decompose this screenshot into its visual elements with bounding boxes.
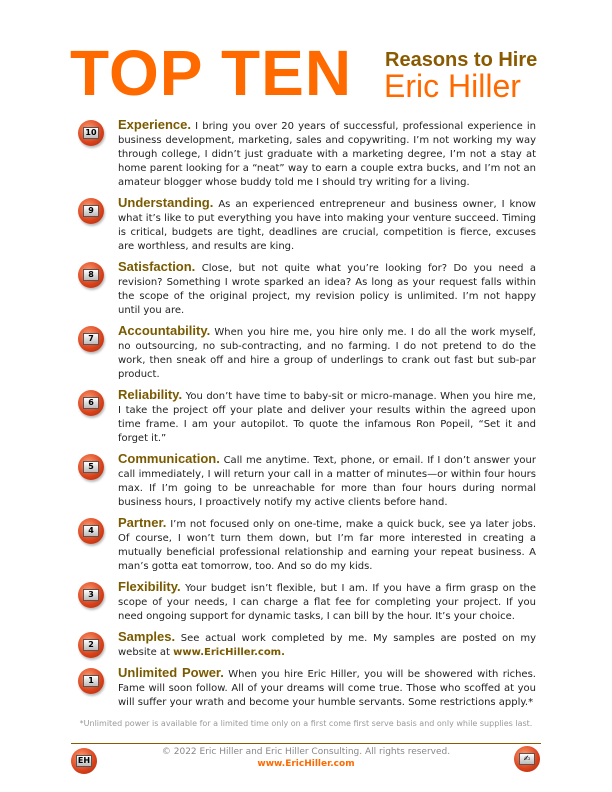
reason-item	[78, 516, 536, 574]
number-badge-icon	[78, 390, 104, 416]
reason-item	[78, 196, 536, 254]
reason-body: See actual work completed by me. My samples are posted on my website at	[118, 633, 536, 658]
signature-icon: ✍	[514, 746, 540, 772]
reason-number: 3	[83, 589, 99, 601]
reason-body: When you hire me, you hire only me. I do all the work myself, no outsourcing, no sub-contracting, and no farming. I do not pretend to do the work, then sneak off and hire a group of underlings to crank out fast but sub-par product.	[118, 327, 536, 380]
reason-item	[78, 324, 536, 382]
reason-item	[78, 118, 536, 190]
reason-text	[118, 324, 536, 382]
name-heading: Eric Hiller	[384, 68, 521, 104]
reason-text	[118, 580, 536, 624]
page-title: TOP TEN	[70, 37, 353, 109]
reason-item	[78, 666, 536, 710]
number-badge-icon	[78, 326, 104, 352]
reason-heading: Accountability.	[118, 323, 211, 338]
reason-text	[118, 666, 536, 710]
reason-text	[118, 196, 536, 254]
reason-number: 5	[83, 461, 99, 473]
reason-body: Close, but not quite what you’re looking for? Do you need a revision? Something I wrote sparked an idea? As long as your request falls within the scope of the original project, my revision policy is unlimited. I’m not happy until you are.	[118, 263, 536, 316]
footer	[71, 743, 541, 784]
reason-number: 4	[83, 525, 99, 537]
reason-item	[78, 580, 536, 624]
number-badge-icon	[78, 198, 104, 224]
number-badge-icon	[78, 582, 104, 608]
number-badge-icon	[78, 262, 104, 288]
reason-item	[78, 452, 536, 510]
number-badge-icon	[78, 454, 104, 480]
reason-text	[118, 388, 536, 446]
reasons-list	[78, 118, 536, 710]
reason-number: 8	[83, 269, 99, 281]
reason-heading: Reliability.	[118, 387, 183, 402]
reason-number: 7	[83, 333, 99, 345]
content	[78, 118, 536, 784]
reason-heading: Satisfaction.	[118, 259, 196, 274]
reason-body: When you hire Eric Hiller, you will be showered with riches. Fame will soon follow. All of your dreams will come true. Those who scoffed at you will suffer your wrath and become your humble servants. Some restrictions apply.*	[118, 669, 536, 708]
reason-heading: Flexibility.	[118, 579, 181, 594]
footnote: *Unlimited power is available for a limited time only on a first come first serve basis and only while supplies last.	[79, 719, 533, 728]
reason-heading: Experience.	[118, 117, 191, 132]
logo-text: EH	[77, 756, 91, 765]
website-link[interactable]: www.EricHiller.com.	[173, 647, 285, 658]
copyright: © 2022 Eric Hiller and Eric Hiller Consulting. All rights reserved.	[161, 747, 451, 757]
reason-number: 10	[83, 127, 99, 139]
reason-heading: Communication.	[118, 451, 220, 466]
reason-number: 9	[83, 205, 99, 217]
reason-body: I’m not focused only on one-time, make a quick buck, see ya later jobs. Of course, I won’t turn them down, but I’m far more interested in creating a mutually beneficial professional relationship and earning your repeat business. A man’s gotta eat tomorrow, too. And so do my kids.	[118, 519, 537, 572]
reason-number: 2	[83, 639, 99, 651]
reason-body: I bring you over 20 years of successful, professional experience in business development, marketing, sales and copywriting. I’m not working my way through college, I didn’t just graduate with a marketing degree, I’m not a stay at home parent looking for a “neat” way to earn a couple extra bucks, and I’m not an amateur blogger whose buddy told me I should try writing for a living.	[118, 121, 536, 188]
reason-text	[118, 118, 536, 190]
reason-body: Call me anytime. Text, phone, or email. If I don’t answer your call immediately, I will return your call in a matter of minutes—or within four hours max. If I’m going to be unreachable for more than four hours during normal business hours, I proactively notify my active clients before hand.	[118, 455, 536, 508]
reason-text	[118, 630, 536, 660]
reason-number: 6	[83, 397, 99, 409]
website-link[interactable]: www.EricHiller.com	[257, 759, 355, 769]
number-badge-icon	[78, 120, 104, 146]
reason-body: Your budget isn’t flexible, but I am. If you have a firm grasp on the scope of your needs, I can charge a flat fee for completing your project. If you need ongoing support for dynamic tasks, I can bill by the hour. It’s your choice.	[118, 583, 536, 622]
reason-heading: Partner.	[118, 515, 167, 530]
reason-item	[78, 630, 536, 660]
number-badge-icon	[78, 518, 104, 544]
reason-text	[118, 260, 536, 318]
reason-heading: Unlimited Power.	[118, 665, 224, 680]
subtitle: Reasons to Hire	[385, 49, 538, 71]
reason-heading: Understanding.	[118, 195, 214, 210]
number-badge-icon	[78, 668, 104, 694]
reason-text	[118, 452, 536, 510]
number-badge-icon	[78, 632, 104, 658]
reason-heading: Samples.	[118, 629, 176, 644]
reason-item	[78, 260, 536, 318]
reason-text	[118, 516, 536, 574]
reason-item	[78, 388, 536, 446]
reason-body: As an experienced entrepreneur and business owner, I know what it’s like to put everything you have into making your venture succeed. Timing is critical, budgets are tight, deadlines are crucial, competition is fierce, excuses are worthless, and results are king.	[118, 199, 536, 252]
reason-body: You don’t have time to baby-sit or micro-manage. When you hire me, I take the project off your plate and deliver your results within the agreed upon time frame. I am your autopilot. To quote the infamous Ron Popeil, “Set it and forget it.”	[118, 391, 536, 444]
reason-number: 1	[83, 675, 99, 687]
